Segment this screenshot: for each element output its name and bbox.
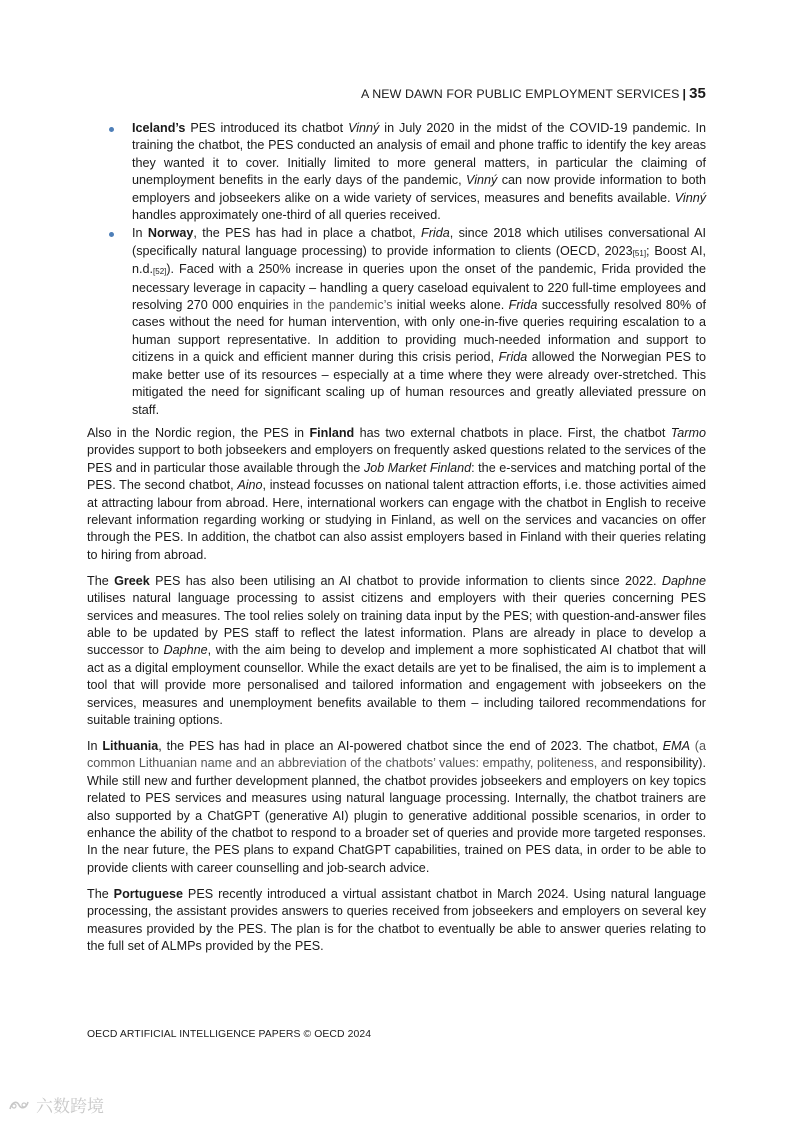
paragraph-portugal: [87, 886, 706, 956]
chatbot-name: Aino: [237, 478, 263, 493]
text-run: allowed the Norwegian PES to make better use of its resources – especially at a time where they were already over-stretched. This mitigated the need for significant scaling up of human resources and greatly alleviated pressure on staff.: [132, 350, 706, 417]
chatbot-name: EMA: [662, 739, 690, 753]
paragraph-finland: [87, 425, 706, 564]
chatbot-name: Vinný: [348, 121, 380, 135]
country-name: Portuguese: [113, 886, 183, 901]
text-run: in July 2020 in the midst of the COVID-19 pandemic. In training the chatbot, the PES conducted an analysis of email and phone traffic to identify the key areas they wanted it to cover. Initially limited to more general matters, in particular the claiming of unemployment benefits in the early days of the pandemic,: [132, 121, 706, 188]
text-run: : the e-services and matching portal of the PES. The second chatbot,: [87, 460, 706, 493]
country-name: Greek: [114, 573, 150, 588]
text-run: PES introduced its chatbot: [185, 121, 349, 135]
text-run: utilises natural language processing to assist citizens and employers with their queries concerning PES services and measures. The tool relies solely on training data input by the PES; with question-and-answer files able to be updated by PES staff to reflect the latest information. Plans are already in place to develop a successor to: [87, 591, 706, 658]
page-number: 35: [689, 85, 706, 102]
text-run: can now provide information to both employers and jobseekers alike on a wide variety of services, measures and benefits available.: [132, 173, 706, 205]
text-run: , since 2018 which utilises conversational AI (specifically natural language processing) to provide information to clients (OECD, 2023: [132, 226, 706, 258]
watermark-text: 六数跨境: [36, 1097, 104, 1116]
page-footer: OECD ARTIFICIAL INTELLIGENCE PAPERS © OECD 2024: [87, 1029, 372, 1040]
chatbot-name: Tarmo: [670, 425, 706, 440]
chatbot-name: Frida: [498, 350, 528, 365]
bullet-dot-icon: [109, 127, 114, 132]
text-run: handles approximately one-third of all queries received.: [132, 208, 441, 223]
text-run: responsibility). While still new and further development planned, the chatbot provides jobseekers and employers on key topics related to PES services and measures using natural language processing. Internally, the chatbot trainers are also supported by a ChatGPT (generative AI) plugin to generative additional possible scenarios, in order to enhance the ability of the chatbot to respond to a broader set of queries and provide more targeted responses. In the near future, the PES plans to expand ChatGPT capabilities, trained on PES data, in order to be able to provide clients with career counselling and job-search advice.: [87, 756, 706, 875]
header-separator: |: [682, 87, 687, 101]
country-name: Iceland’s: [132, 121, 186, 135]
paragraph-lithuania: [87, 738, 706, 877]
watermark-logo-icon: [8, 1098, 32, 1112]
watermark: [8, 1092, 104, 1117]
country-name: Finland: [309, 425, 355, 440]
text-run: Also in the Nordic region, the PES in: [87, 425, 310, 440]
text-run: in the pandemic’s: [292, 298, 393, 313]
text-run: , the PES has had in place a chatbot,: [193, 226, 422, 241]
text-run: The: [87, 573, 115, 588]
chatbot-name: Daphne: [163, 643, 208, 658]
country-name: Lithuania: [102, 739, 159, 753]
bullet-norway: [87, 225, 706, 418]
text-run: , with the aim being to develop and implement a more sophisticated AI chatbot that will act as a digital employment counsellor. While the exact details are yet to be finalised, the aim is to implement a tool that will provide more personalised and tailored information and engagement with jobseekers on the services, measures and unemployment benefits available to them – including tailored recommendations for suitable training options.: [87, 643, 706, 727]
chatbot-name: Daphne: [661, 573, 706, 588]
reference-link[interactable]: [52]: [153, 267, 167, 277]
portal-name: Job Market Finland: [363, 460, 472, 475]
chatbot-name: Vinný: [674, 190, 706, 205]
chatbot-name: Frida: [508, 298, 538, 313]
running-header: [361, 85, 706, 102]
reference-link[interactable]: [51]: [632, 248, 647, 258]
text-run: has two external chatbots in place. First, the chatbot: [354, 425, 671, 440]
bullet-dot-icon: [109, 232, 114, 237]
paragraph-greece: [87, 573, 706, 730]
text-run: ). Faced with a 250% increase in queries upon the onset of the pandemic, Frida provided the necessary leverage in capacity – handling a query caseload equivalent to 220 full-time employees and resolving 270 000 enquiries: [132, 262, 706, 313]
running-title: A NEW DAWN FOR PUBLIC EMPLOYMENT SERVICES: [361, 87, 680, 101]
text-run: initial weeks alone.: [392, 298, 509, 313]
text-run: ; Boost AI, n.d.: [132, 243, 707, 277]
country-bullet-list: [87, 120, 706, 419]
text-run: In: [132, 226, 148, 241]
text-run: , the PES has had in place an AI-powered chatbot since the end of 2023. The chatbot,: [158, 739, 663, 753]
text-run: , instead focusses on national talent attraction efforts, i.e. those activities aimed at attracting labour from abroad. Here, international workers can engage with the chatbot in English to receive relevant information regarding working or studying in Finland, as well on the services and vacancies on offer through the PES. In addition, the chatbot can also assist employers based in Finland with their queries relating to hiring from abroad.: [87, 478, 706, 562]
text-run: successfully resolved 80% of cases without the need for human intervention, with only one-in-five queries requiring escalation to a human support representative. In addition to providing much-needed information and support to citizens in a quick and efficient manner during this crisis period,: [132, 298, 707, 365]
text-run: In: [87, 739, 103, 753]
text-run: The: [87, 886, 114, 901]
main-content: [87, 120, 706, 964]
country-name: Norway: [147, 226, 194, 241]
chatbot-name: Vinný: [466, 173, 498, 188]
bullet-iceland: [87, 120, 706, 224]
chatbot-name: Frida: [421, 226, 450, 241]
text-run: PES recently introduced a virtual assistant chatbot in March 2024. Using natural language processing, the assistant provides answers to queries received from jobseekers and employers on several key measures provided by the PES. The plan is for the chatbot to eventually be able to answer queries relating to the full set of ALMPs provided by the PES.: [87, 886, 706, 954]
text-run: (a common Lithuanian name and an abbreviation of the chatbots’ values: empathy, politeness, and: [87, 739, 706, 771]
text-run: provides support to both jobseekers and employers on frequently asked questions related to the services of the PES and in particular those available through the: [87, 443, 706, 475]
text-run: PES has also been utilising an AI chatbot to provide information to clients since 2022.: [149, 573, 662, 588]
